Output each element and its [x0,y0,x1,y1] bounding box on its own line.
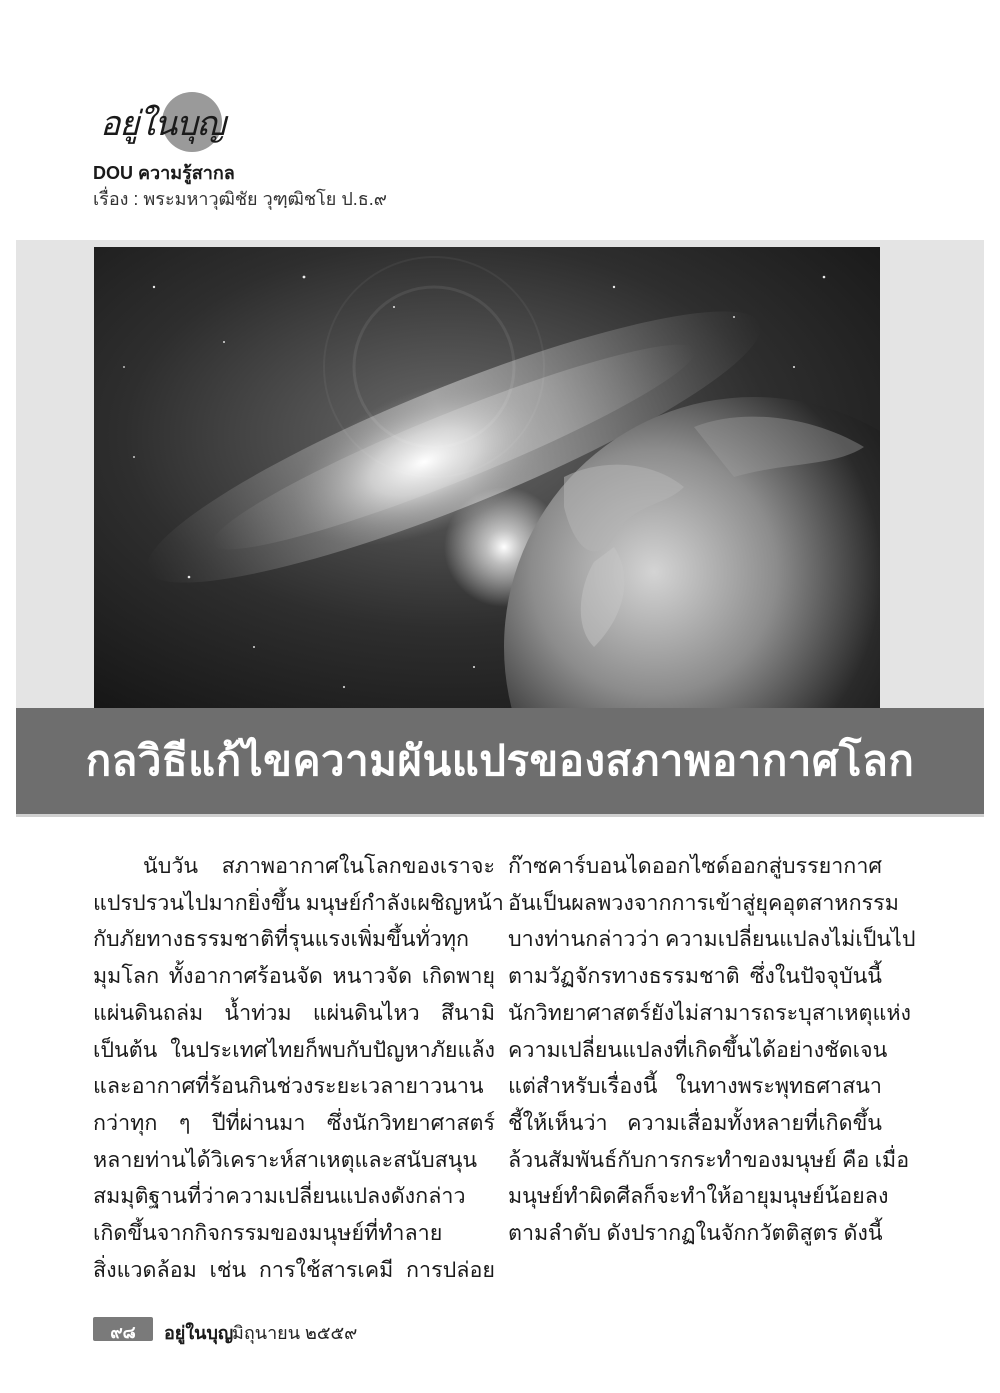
paragraph-line: มนุษย์ทำผิดศีลก็จะทำให้อายุมนุษย์น้อยลง [508,1184,889,1209]
page-number: ๙๘ [110,1323,136,1342]
paragraph-line: อันเป็นผลพวงจากการเข้าสู่ยุคอุตสาหกรรม [508,890,899,915]
paragraph-line: ตามวัฏจักรทางธรรมชาติ ซึ่งในปัจจุบันนี้ [508,964,882,989]
paragraph-line: สิ่งแวดล้อม เช่น การใช้สารเคมี การปล่อย [93,1257,495,1282]
paragraph-line: กับภัยทางธรรมชาติที่รุนแรงเพิ่มขึ้นทั่วทุก [93,927,470,952]
magazine-logo: อยู่ในบุญ [100,104,225,144]
paragraph-line: หลายท่านได้วิเคราะห์สาเหตุและสนับสนุน [93,1147,478,1172]
paragraph-line: บางท่านกล่าวว่า ความเปลี่ยนแปลงไม่เป็นไป [508,927,916,952]
paragraph-line: ล้วนสัมพันธ์กับการกระทำของมนุษย์ คือ เมื่อ [508,1147,910,1172]
paragraph-line: มุมโลก ทั้งอากาศร้อนจัด หนาวจัด เกิดพายุ [93,964,495,989]
article-title: กลวิธีแก้ไขความผันแปรของสภาพอากาศโลก [85,737,915,784]
paragraph-line: เกิดขึ้นจากกิจกรรมของมนุษย์ที่ทำลาย [93,1221,443,1246]
footer-magazine-name: อยู่ในบุญ [164,1323,234,1343]
paragraph-line: แปรปรวนไปมากยิ่งขึ้น มนุษย์กำลังเผชิญหน้า [93,890,504,915]
paragraph-line: แต่สำหรับเรื่องนี้ ในทางพระพุทธศาสนา [508,1074,882,1099]
paragraph-line: และอากาศที่ร้อนกินช่วงระยะเวลายาวนาน [93,1074,484,1099]
paragraph-line: นักวิทยาศาสตร์ยังไม่สามารถระบุสาเหตุแห่ง [508,1000,912,1025]
paragraph-line: ตามลำดับ ดังปรากฏในจักกวัตติสูตร ดังนี้ [508,1221,883,1246]
hero-image-galaxy-earth [94,247,880,717]
paragraph-line: แผ่นดินถล่ม น้ำท่วม แผ่นดินไหว สึนามิ [93,1000,495,1025]
paragraph-line: เป็นต้น ในประเทศไทยก็พบกับปัญหาภัยแล้ง [93,1037,495,1062]
paragraph-line: สมมุติฐานที่ว่าความเปลี่ยนแปลงดังกล่าว [93,1184,466,1209]
paragraph-line: กว่าทุก ๆ ปีที่ผ่านมา ซึ่งนักวิทยาศาสตร์ [93,1110,495,1135]
article-left-column [93,848,504,1288]
title-band [16,708,984,814]
footer-issue-date: มิถุนายน ๒๕๕๙ [232,1323,358,1343]
paragraph-line: นับวัน สภาพอากาศในโลกของเราจะ [143,854,495,878]
paragraph-line: ความเปลี่ยนแปลงที่เกิดขึ้นได้อย่างชัดเจน [508,1037,888,1062]
page-number-badge [93,1317,153,1341]
paragraph-line: ก๊าซคาร์บอนไดออกไซด์ออกสู่บรรยากาศ [508,854,883,878]
paragraph-line: ชี้ให้เห็นว่า ความเสื่อมทั้งหลายที่เกิดขึ้น [508,1110,882,1135]
article-right-column [508,848,916,1252]
section-kicker: DOU ความรู้สากล [93,163,235,183]
author-byline: เรื่อง : พระมหาวุฒิชัย วุฑฺฒิชโย ป.ธ.๙ [93,189,387,209]
